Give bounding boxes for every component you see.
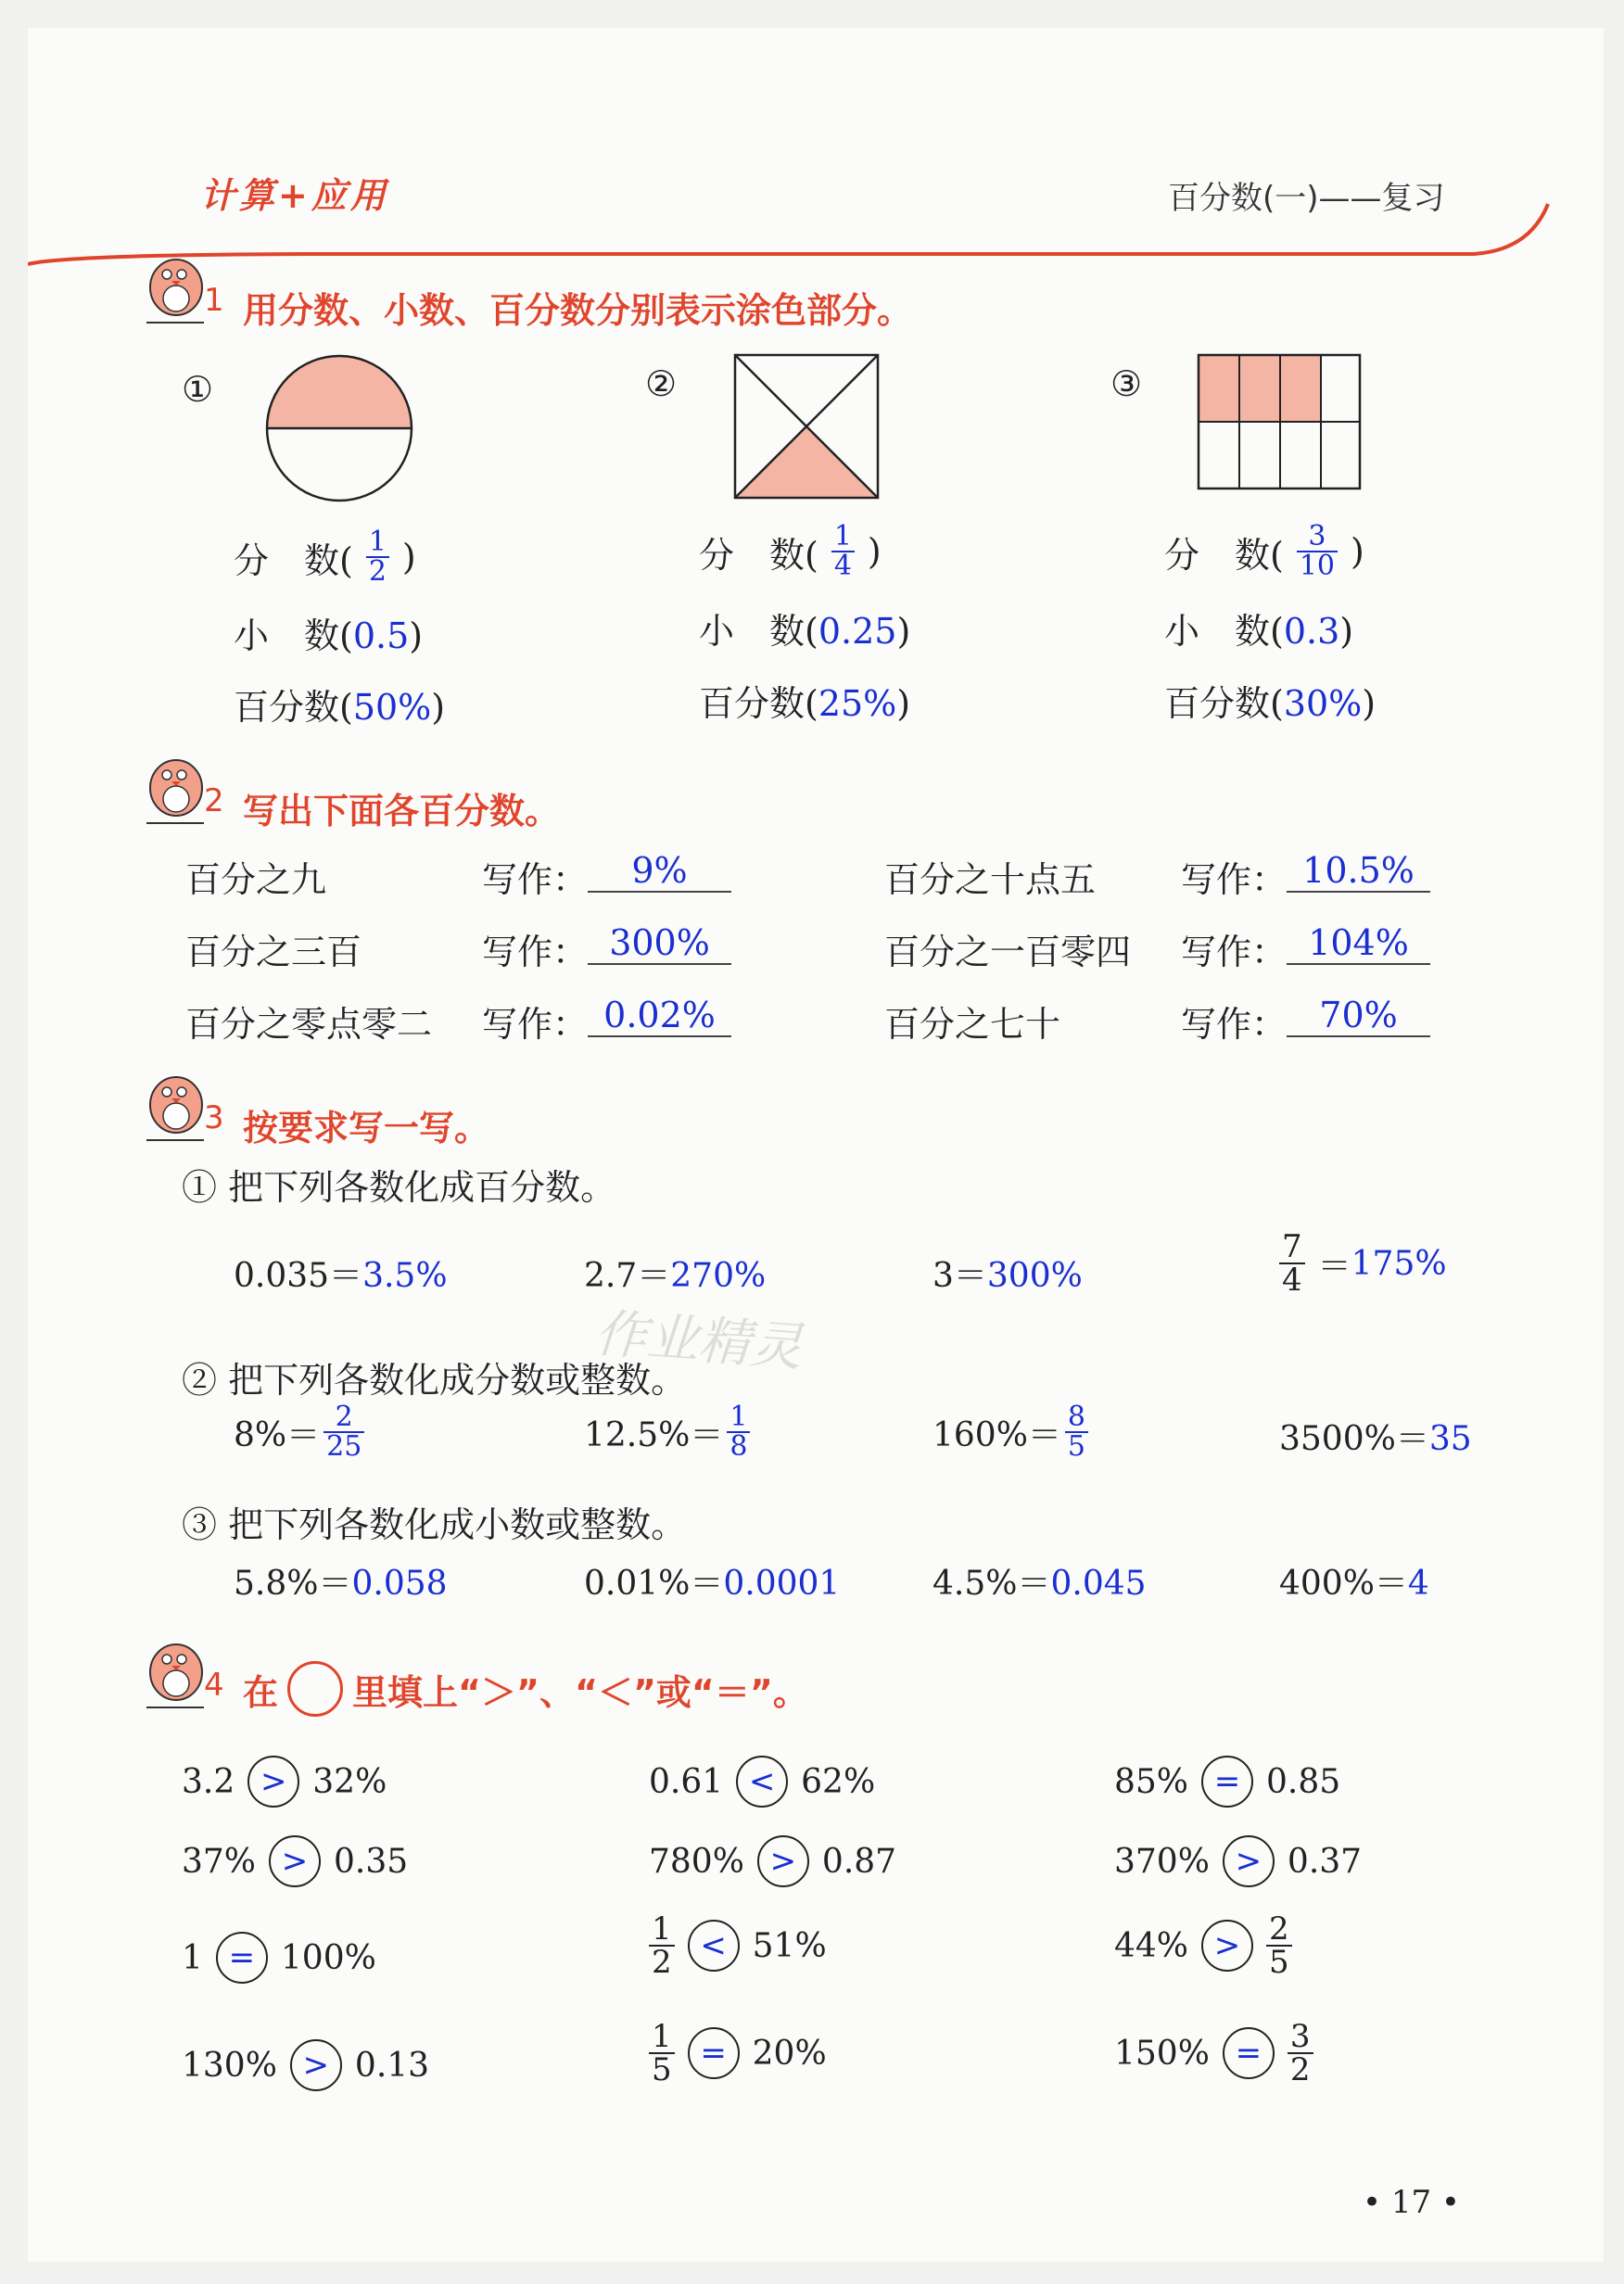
section-4-header (139, 1635, 224, 1724)
write-label: 写作： (482, 859, 589, 900)
compare-item (182, 1932, 376, 1984)
compare-item (649, 1835, 896, 1887)
left-value: 44% (1114, 1926, 1189, 1965)
item-marker: ③ (1110, 363, 1143, 404)
percent-row (1164, 675, 1376, 726)
answer-blank: 104% (1287, 922, 1430, 965)
denominator: 10 (1297, 551, 1338, 580)
compare-item (182, 1756, 387, 1808)
fraction-label: 分 数( (699, 534, 818, 576)
decimal-row (1164, 603, 1353, 653)
write-item (185, 851, 326, 902)
compare-item (1114, 1756, 1340, 1808)
right-value: 0.35 (334, 1842, 409, 1881)
denominator: 4 (1279, 1263, 1305, 1296)
question: 0.035＝ (234, 1257, 363, 1295)
answer: 35 (1428, 1420, 1472, 1458)
denominator: 8 (727, 1431, 750, 1461)
convert-item (234, 1250, 448, 1297)
fraction-row (1164, 520, 1364, 582)
section-number: 4 (204, 1667, 224, 1704)
write-item (185, 923, 362, 974)
header-chapter: 百分数(一)——复习 (1168, 180, 1445, 217)
denominator: 4 (831, 551, 855, 580)
write-answer (1181, 996, 1430, 1047)
write-item (884, 996, 1060, 1047)
section-4-title (243, 1661, 808, 1717)
item-marker: ② (645, 363, 678, 404)
convert-item (584, 1403, 750, 1461)
title-part: 在 (243, 1671, 279, 1713)
answer-fraction (324, 1403, 364, 1461)
convert-item (933, 1403, 1088, 1461)
compare-item (649, 1756, 875, 1808)
answer-blank: 9% (588, 850, 731, 893)
percent-answer: 25% (818, 683, 897, 724)
operator-circle: = (688, 2027, 740, 2079)
answer-fraction (727, 1403, 750, 1461)
answer: 0.058 (351, 1565, 448, 1603)
decimal-label: 小 数( (234, 615, 353, 656)
question: 4.5%＝ (933, 1565, 1051, 1603)
item-marker: ① (182, 369, 214, 410)
percent-row (234, 679, 445, 730)
circle-placeholder-icon (287, 1661, 343, 1717)
answer: 175% (1351, 1244, 1447, 1283)
write-label: 写作： (482, 932, 589, 972)
percent-answer: 50% (352, 687, 432, 728)
operator-circle: = (216, 1932, 268, 1984)
operator-circle: < (736, 1756, 788, 1808)
operator-circle: > (757, 1835, 809, 1887)
write-label: 写作： (1181, 932, 1288, 972)
bird-mascot-icon (139, 250, 211, 336)
left-value: 130% (182, 2046, 277, 2085)
answer: 0.0001 (723, 1565, 841, 1603)
left-value: 37% (182, 1842, 257, 1881)
subquestion-2-label: ② 把下列各数化成分数或整数。 (182, 1360, 687, 1401)
operator-circle: > (269, 1835, 321, 1887)
question: 3＝ (933, 1257, 987, 1295)
percent-label: 百分数( (699, 683, 818, 724)
right-value: 0.85 (1266, 1762, 1341, 1801)
numerator: 1 (730, 1401, 748, 1433)
close-paren: ) (409, 615, 424, 656)
compare-item (649, 2018, 827, 2088)
section-3-header (139, 1068, 224, 1157)
close-paren: ) (1351, 531, 1364, 572)
section-1-title: 用分数、小数、百分数分别表示涂色部分。 (243, 290, 913, 331)
percent-answer: 30% (1283, 683, 1363, 724)
workbook-page (28, 28, 1604, 2262)
question: 12.5%＝ (584, 1415, 724, 1454)
convert-item (1279, 1557, 1429, 1605)
close-paren: ) (896, 683, 911, 724)
close-paren: ) (401, 537, 416, 577)
write-item (884, 923, 1131, 974)
question: 5.8%＝ (234, 1565, 352, 1603)
answer-blank: 10.5% (1287, 850, 1430, 893)
write-answer (482, 996, 731, 1047)
answer-blank: 70% (1287, 995, 1430, 1037)
convert-item (584, 1557, 840, 1605)
numerator: 1 (652, 1910, 672, 1948)
percent-words: 百分之零点零二 (185, 1004, 433, 1045)
compare-item (1114, 1910, 1292, 1981)
percent-row (699, 675, 910, 726)
convert-item (1279, 1413, 1472, 1460)
percent-words: 百分之一百零四 (884, 932, 1132, 972)
right-fraction (1288, 2018, 1313, 2088)
close-paren: ) (896, 611, 911, 652)
convert-item (933, 1250, 1083, 1297)
close-paren: ) (1362, 683, 1377, 724)
right-value: 0.87 (821, 1842, 897, 1881)
right-value: 62% (801, 1762, 876, 1801)
convert-item (234, 1403, 364, 1461)
write-label: 写作： (482, 1004, 589, 1045)
fraction-answer (831, 520, 855, 582)
numerator: 2 (1269, 1910, 1289, 1948)
numerator: 8 (1067, 1401, 1086, 1433)
decimal-answer: 0.3 (1283, 611, 1340, 652)
operator-circle: > (290, 2039, 342, 2091)
compare-item (182, 2039, 429, 2091)
subquestion-3-label: ③ 把下列各数化成小数或整数。 (182, 1504, 687, 1545)
section-1-header (139, 250, 224, 339)
compare-item (649, 1910, 827, 1981)
percent-label: 百分数( (234, 687, 353, 728)
operator-circle: < (688, 1920, 740, 1972)
operator-circle: > (247, 1756, 299, 1808)
question: 2.7＝ (584, 1257, 671, 1295)
numerator: 1 (368, 526, 387, 558)
page-number: • 17 • (1363, 2184, 1460, 2221)
left-value: 0.61 (649, 1762, 724, 1801)
numerator: 2 (335, 1401, 353, 1433)
denominator: 2 (1288, 2052, 1313, 2086)
operator-circle: = (1223, 2027, 1275, 2079)
section-2-header (139, 751, 224, 840)
write-label: 写作： (1181, 859, 1288, 900)
watermark: 作业精灵 (592, 1303, 805, 1378)
left-value: 85% (1114, 1762, 1189, 1801)
percent-words: 百分之七十 (884, 1004, 1061, 1045)
answer-blank: 0.02% (588, 995, 731, 1037)
question: 400%＝ (1279, 1565, 1408, 1603)
left-value: 1 (182, 1938, 203, 1977)
answer-fraction (1065, 1403, 1088, 1461)
decimal-row (234, 607, 423, 658)
left-value: 370% (1114, 1842, 1210, 1881)
bird-mascot-icon (139, 1635, 211, 1720)
section-number: 1 (204, 282, 224, 319)
header-category: 计算+应用 (200, 175, 389, 216)
decimal-row (699, 603, 910, 653)
question: ＝ (1317, 1247, 1351, 1286)
write-item (185, 996, 432, 1047)
subquestion-1-label: ① 把下列各数化成百分数。 (182, 1167, 616, 1208)
convert-item (584, 1250, 766, 1297)
numerator: 3 (1289, 2018, 1311, 2055)
fraction-label: 分 数( (1164, 534, 1284, 576)
left-value: 780% (649, 1842, 744, 1881)
denominator: 5 (1065, 1431, 1088, 1461)
half-shaded-circle (263, 352, 415, 504)
fraction-label: 分 数( (234, 539, 353, 581)
compare-item (1114, 1835, 1362, 1887)
percent-words: 百分之九 (185, 859, 327, 900)
section-2-title: 写出下面各百分数。 (243, 791, 561, 831)
answer-blank: 300% (588, 922, 731, 965)
close-paren: ) (1339, 611, 1354, 652)
right-fraction (1266, 1910, 1292, 1981)
right-value: 51% (752, 1926, 827, 1965)
write-answer (1181, 851, 1430, 902)
denominator: 2 (366, 556, 389, 586)
decimal-label: 小 数( (1164, 611, 1284, 652)
convert-item (933, 1557, 1147, 1605)
left-fraction (649, 2018, 675, 2088)
section-number: 3 (204, 1099, 224, 1136)
decimal-label: 小 数( (699, 611, 818, 652)
bird-mascot-icon (139, 1068, 211, 1153)
header-rule (28, 176, 1604, 269)
denominator: 25 (324, 1431, 364, 1461)
close-paren: ) (867, 531, 882, 572)
convert-item (1279, 1228, 1447, 1299)
answer: 0.045 (1050, 1565, 1147, 1603)
fraction-answer (1297, 520, 1338, 582)
answer: 270% (670, 1257, 767, 1295)
operator-circle: > (1201, 1920, 1253, 1972)
section-3-title: 按要求写一写。 (243, 1108, 490, 1148)
fraction (1279, 1228, 1305, 1299)
convert-item (234, 1557, 448, 1605)
fraction-row (699, 520, 882, 582)
numerator: 1 (833, 520, 852, 552)
left-fraction (649, 1910, 675, 1981)
percent-label: 百分数( (1164, 683, 1284, 724)
write-item (884, 851, 1096, 902)
fraction-answer (366, 528, 389, 586)
title-part: 里填上“＞”、“＜”或“＝”。 (352, 1671, 808, 1713)
write-answer (482, 851, 731, 902)
decimal-answer: 0.25 (818, 611, 897, 652)
question: 3500%＝ (1279, 1420, 1429, 1458)
question: 8%＝ (234, 1415, 321, 1454)
operator-circle: > (1223, 1835, 1275, 1887)
numerator: 3 (1308, 520, 1326, 552)
right-value: 20% (752, 2034, 827, 2073)
compare-item (182, 1835, 408, 1887)
close-paren: ) (431, 687, 446, 728)
fraction-row (234, 528, 416, 586)
denominator: 2 (649, 1945, 675, 1978)
right-value: 0.37 (1287, 1842, 1363, 1881)
quarter-shaded-square (732, 352, 881, 501)
compare-item (1114, 2018, 1313, 2088)
section-number: 2 (204, 782, 224, 819)
bird-mascot-icon (139, 751, 211, 836)
operator-circle: = (1201, 1756, 1253, 1808)
answer: 4 (1407, 1565, 1429, 1603)
left-value: 3.2 (182, 1762, 235, 1801)
left-value: 150% (1114, 2034, 1210, 2073)
right-value: 100% (280, 1938, 376, 1977)
right-value: 32% (312, 1762, 387, 1801)
tenths-shaded-grid (1196, 352, 1363, 491)
numerator: 7 (1282, 1228, 1302, 1265)
answer: 3.5% (362, 1257, 448, 1295)
question: 0.01%＝ (584, 1565, 724, 1603)
denominator: 5 (649, 2052, 675, 2086)
denominator: 5 (1266, 1945, 1292, 1978)
percent-words: 百分之十点五 (884, 859, 1097, 900)
answer: 300% (986, 1257, 1083, 1295)
write-label: 写作： (1181, 1004, 1288, 1045)
percent-words: 百分之三百 (185, 932, 362, 972)
write-answer (482, 923, 731, 974)
write-answer (1181, 923, 1430, 974)
right-value: 0.13 (354, 2046, 430, 2085)
numerator: 1 (652, 2018, 672, 2055)
question: 160%＝ (933, 1415, 1061, 1454)
decimal-answer: 0.5 (352, 615, 410, 656)
